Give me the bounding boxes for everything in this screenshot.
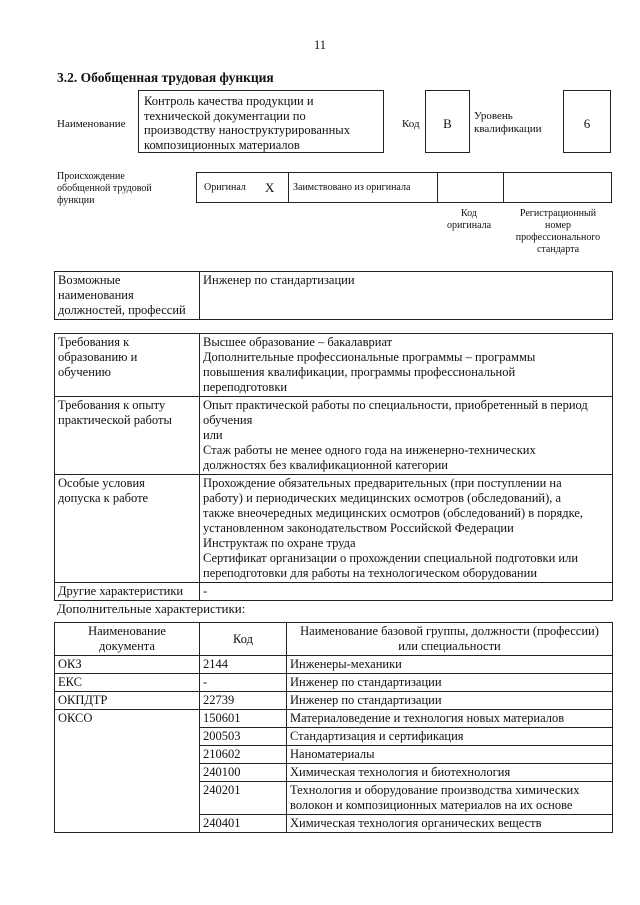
requirement-label: [55, 334, 200, 397]
requirement-value-line: должностях без квалификационной категории: [203, 458, 449, 472]
origin-table: [196, 172, 612, 203]
requirement-label-line: допуска к работе: [58, 491, 149, 505]
code-cell: -: [200, 674, 287, 692]
requirement-label-line: практической работы: [58, 413, 172, 427]
requirement-value: [200, 397, 613, 475]
requirement-value-line: работу) и периодических медицинских осмотров (обследований), а: [203, 491, 562, 505]
requirement-label: [55, 397, 200, 475]
name-cell: Инженеры-механики: [287, 656, 613, 674]
requirement-row: [55, 397, 613, 475]
section-title: 3.2. Обобщенная трудовая функция: [57, 70, 274, 85]
table-row: [55, 674, 613, 692]
code-value: B: [443, 116, 452, 131]
code-box: [425, 90, 470, 153]
positions-label-line: должностей, профессий: [58, 303, 186, 317]
header-doc-line: документа: [99, 639, 155, 653]
requirement-value-line: Дополнительные профессиональные программы – программы: [203, 350, 536, 364]
name-cell: Наноматериалы: [287, 746, 613, 764]
requirement-label-line: Другие характеристики: [58, 584, 184, 598]
doc-cell: ОКЗ: [55, 656, 200, 674]
code-original-caption-line: Код: [461, 208, 477, 219]
requirement-value: [200, 583, 613, 601]
level-box: [563, 90, 611, 153]
level-value: 6: [583, 116, 591, 131]
requirement-value-line: Высшее образование – бакалавриат: [203, 335, 393, 349]
level-label-line: квалификации: [474, 123, 542, 135]
code-label: Код: [402, 118, 420, 130]
header-doc-line: Наименование: [88, 624, 166, 638]
name-cell: Химическая технология органических веществ: [287, 815, 613, 833]
requirement-value-line: Инструктаж по охране труда: [203, 536, 356, 550]
name-cell-line: волокон и композиционных материалов на их основе: [290, 798, 573, 812]
requirement-value-line: установленном законодательством Российской Федерации: [203, 521, 514, 535]
requirement-value-line: Опыт практической работы по специальности, приобретенный в период: [203, 398, 588, 412]
requirement-value-line: обучения: [203, 413, 253, 427]
header-name-line: или специальности: [398, 639, 501, 653]
requirement-row: [55, 583, 613, 601]
table-row: [55, 656, 613, 674]
requirement-row: [55, 475, 613, 583]
registration-caption: [503, 208, 613, 256]
header-name-line: Наименование базовой группы, должности (профессии): [300, 624, 599, 638]
registration-caption-line: Регистрационный: [519, 208, 597, 219]
code-cell: 2144: [200, 656, 287, 674]
requirement-label-line: Требования к опыту: [58, 398, 166, 412]
additional-table: [54, 622, 613, 833]
code-cell: 210602: [200, 746, 287, 764]
requirement-label-line: Особые условия: [58, 476, 145, 490]
requirement-value-line: или: [203, 428, 223, 442]
positions-label-line: Возможные: [58, 273, 121, 287]
requirement-value-line: переподготовки для работы на технологическом оборудовании: [203, 566, 538, 580]
requirement-label: [55, 475, 200, 583]
positions-label-cell: [55, 272, 200, 320]
requirement-value-line: переподготовки: [203, 380, 288, 394]
function-name-line: технической документации по: [144, 108, 306, 123]
name-cell: Стандартизация и сертификация: [287, 728, 613, 746]
positions-label-line: наименования: [58, 288, 134, 302]
name-cell-line: Технология и оборудование производства химических: [290, 783, 580, 797]
requirement-value-line: -: [203, 584, 208, 598]
positions-value: Инженер по стандартизации: [200, 272, 613, 320]
origin-label-line: обобщенной трудовой: [57, 183, 152, 194]
name-cell: Инженер по стандартизации: [287, 674, 613, 692]
origin-label: [57, 171, 152, 207]
origin-label-line: Происхождение: [57, 171, 125, 182]
requirement-value-line: также внеочередных медицинских осмотров (обследований) в порядке,: [203, 506, 584, 520]
requirement-value-line: Стаж работы не менее одного года на инженерно-технических: [203, 443, 536, 457]
doc-cell: ОКПДТР: [55, 692, 200, 710]
origin-label-line: функции: [57, 195, 95, 206]
original-label: Оригинал: [204, 182, 246, 193]
registration-caption-line: номер: [545, 220, 571, 231]
level-label: [474, 110, 541, 136]
requirement-value: [200, 334, 613, 397]
requirement-row: [55, 334, 613, 397]
code-cell: 200503: [200, 728, 287, 746]
name-cell: Инженер по стандартизации: [287, 692, 613, 710]
code-original-caption-line: оригинала: [446, 220, 492, 231]
requirement-value: [200, 475, 613, 583]
function-name-line: Контроль качества продукции и: [144, 94, 314, 108]
original-mark: X: [265, 180, 275, 195]
positions-table: [54, 271, 613, 320]
function-name-line: производству наноструктурированных: [144, 123, 350, 137]
requirement-label-line: обучению: [58, 365, 111, 379]
code-cell: 240201: [200, 782, 287, 815]
table-row: [55, 692, 613, 710]
additional-title: Дополнительные характеристики:: [57, 601, 246, 616]
function-name-box: [138, 90, 384, 153]
requirement-label-line: Требования к: [58, 335, 130, 349]
doc-cell: ЕКС: [55, 674, 200, 692]
name-label: Наименование: [57, 118, 126, 130]
code-cell: 240401: [200, 815, 287, 833]
name-cell: Материаловедение и технология новых материалов: [287, 710, 613, 728]
header-code: Код: [200, 623, 287, 656]
additional-header-row: [55, 623, 613, 656]
doc-cell: ОКСО: [55, 710, 200, 833]
requirement-value-line: Прохождение обязательных предварительных (при поступлении на: [203, 476, 562, 490]
page-number: 11: [313, 38, 327, 52]
function-name-line: композиционных материалов: [144, 137, 300, 152]
header-name: [287, 623, 613, 656]
requirement-value-line: повышения квалификации, программы профессиональной: [203, 365, 516, 379]
code-cell: 150601: [200, 710, 287, 728]
requirement-label-line: образованию и: [58, 350, 138, 364]
registration-caption-line: профессионального: [515, 232, 601, 243]
borrowed-label: Заимствовано из оригинала: [293, 182, 411, 193]
name-cell: [287, 782, 613, 815]
requirement-label: [55, 583, 200, 601]
requirement-value-line: Сертификат организации о прохождении специальной подготовки или: [203, 551, 579, 565]
name-cell: Химическая технология и биотехнология: [287, 764, 613, 782]
positions-row: [55, 272, 613, 320]
level-label-line: Уровень: [474, 110, 513, 122]
code-cell: 240100: [200, 764, 287, 782]
table-row: [55, 710, 613, 728]
registration-caption-line: стандарта: [536, 244, 580, 255]
requirements-table: [54, 333, 613, 601]
header-doc: [55, 623, 200, 656]
code-cell: 22739: [200, 692, 287, 710]
code-original-caption: [436, 208, 502, 232]
